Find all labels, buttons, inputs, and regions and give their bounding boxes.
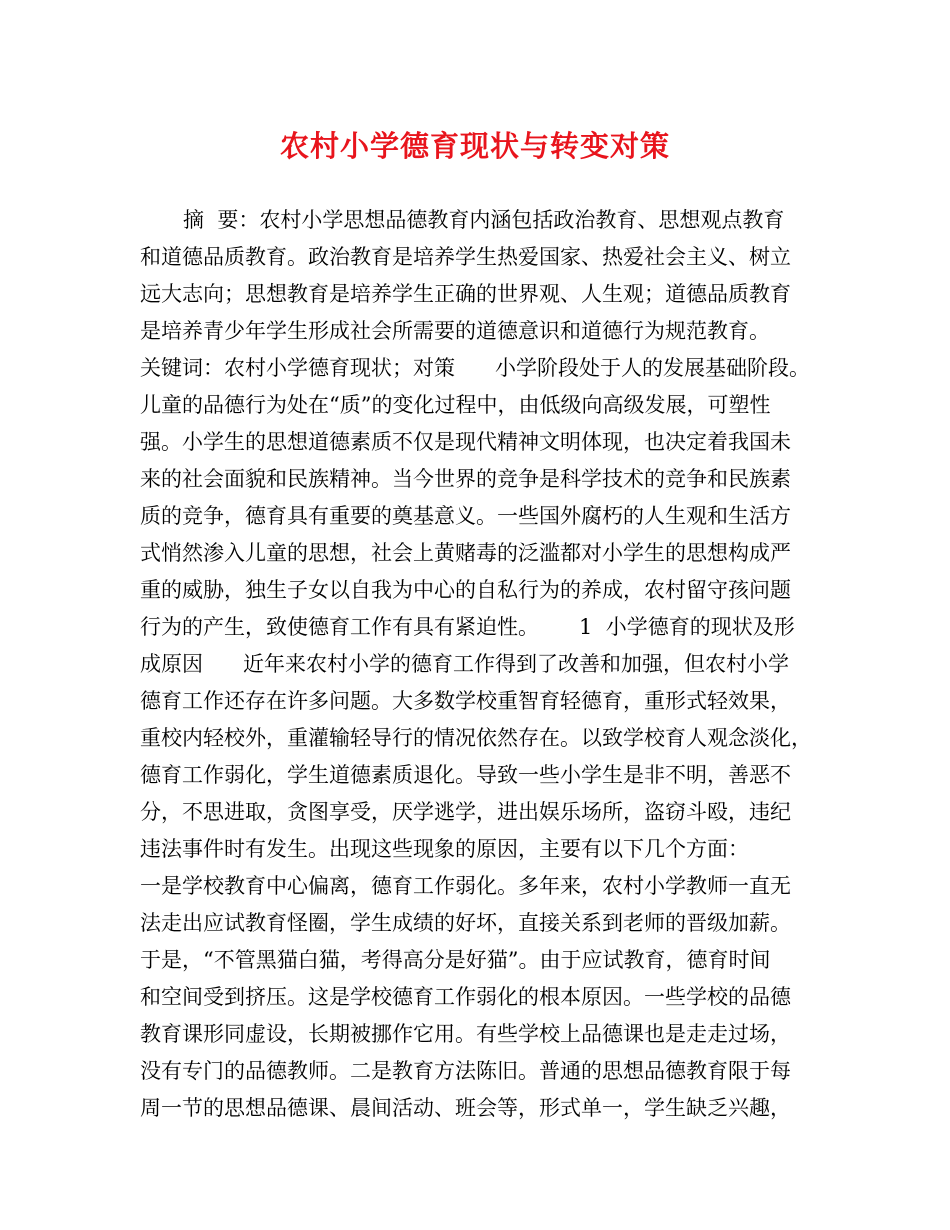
text-line: 远大志向；思想教育是培养学生正确的世界观、人生观；道德品质教育: [140, 282, 791, 306]
text-line: 行为的产生，致使德育工作有具有紧迫性。 1 小学德育的现状及形: [140, 615, 795, 639]
text-line: 质的竞争，德育具有重要的奠基意义。一些国外腐朽的人生观和生活方: [140, 504, 791, 528]
text-line: 是培养青少年学生形成社会所需要的道德意识和道德行为规范教育。: [140, 319, 770, 343]
document-title: 农村小学德育现状与转变对策: [279, 129, 670, 163]
text-line: 违法事件时有发生。出现这些现象的原因，主要有以下几个方面：: [140, 837, 749, 861]
text-line: 分，不思进取，贪图享受，厌学逃学，进出娱乐场所，盗窃斗殴，违纪: [140, 800, 791, 824]
text-line: 重的威胁，独生子女以自我为中心的自私行为的养成，农村留守孩问题: [140, 578, 791, 602]
text-line: 成原因 近年来农村小学的德育工作得到了改善和加强，但农村小学: [140, 652, 790, 676]
text-line: 周一节的思想品德课、晨间活动、班会等，形式单一，学生缺乏兴趣，: [140, 1096, 791, 1120]
text-line: 法走出应试教育怪圈，学生成绩的好坏，直接关系到老师的晋级加薪。: [140, 911, 791, 935]
text-line: 一是学校教育中心偏离，德育工作弱化。多年来，农村小学教师一直无: [140, 874, 791, 898]
text-line: 于是，“不管黑猫白猫，考得高分是好猫”。由于应试教育，德育时间: [140, 948, 771, 972]
text-line: 儿童的品德行为处在“质”的变化过程中，由低级向高级发展，可塑性: [140, 393, 771, 417]
text-line: 重校内轻校外，重灌输轻导行的情况依然存在。以致学校育人观念淡化，: [140, 726, 812, 750]
text-line: 没有专门的品德教师。二是教育方法陈旧。普通的思想品德教育限于每: [140, 1059, 791, 1083]
text-line: 德育工作弱化，学生道德素质退化。导致一些小学生是非不明，善恶不: [140, 763, 791, 787]
text-line: 教育课形同虚设，长期被挪作它用。有些学校上品德课也是走走过场，: [140, 1022, 791, 1046]
text-line: 关键词：农村小学德育现状；对策 小学阶段处于人的发展基础阶段。: [140, 356, 811, 380]
text-line: 德育工作还存在许多问题。大多数学校重智育轻德育，重形式轻效果，: [140, 689, 791, 713]
text-line: 强。小学生的思想道德素质不仅是现代精神文明体现，也决定着我国未: [140, 430, 791, 454]
text-line: 和道德品质教育。政治教育是培养学生热爱国家、热爱社会主义、树立: [140, 245, 791, 269]
text-line: 式悄然渗入儿童的思想，社会上黄赌毒的泛滥都对小学生的思想构成严: [140, 541, 791, 565]
text-line: 和空间受到挤压。这是学校德育工作弱化的根本原因。一些学校的品德: [140, 985, 791, 1009]
text-line: 摘 要：农村小学思想品德教育内涵包括政治教育、思想观点教育: [183, 208, 785, 232]
text-line: 来的社会面貌和民族精神。当今世界的竞争是科学技术的竞争和民族素: [140, 467, 791, 491]
